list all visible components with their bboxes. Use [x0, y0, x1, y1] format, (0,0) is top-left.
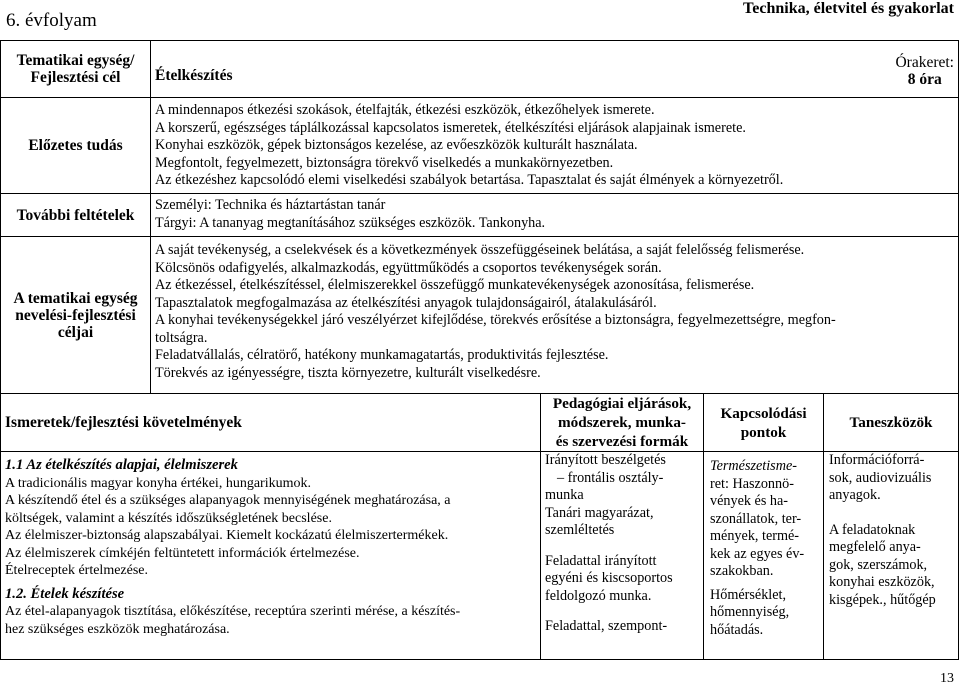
tool-line: gok, szerszámok,: [829, 556, 928, 573]
link-line: Természetisme-: [710, 458, 797, 474]
unit-label-cell: Tematikai egység/ Fejlesztési cél: [1, 41, 151, 98]
content-line: A készítendő étel és a szükséges alapanyagok mennyiségének meghatározása, a: [5, 493, 451, 508]
tool-line: megfelelő anya-: [829, 539, 921, 555]
goal-line: A konyhai tevékenységekkel járó veszélyérzet kifejlődése, törekvés erősítése a biztonságra, fegyelmezettségre, megfon-: [155, 312, 836, 328]
tool-line: sok, audiovizuális: [829, 469, 932, 486]
further-line: Tárgyi: A tananyag megtanításához szükséges eszközök. Tankonyha.: [155, 214, 546, 231]
curriculum-table: [0, 40, 959, 660]
link-line: ret: Haszonnö-: [710, 475, 794, 492]
tool-line: kisgépek., hűtőgép: [829, 591, 936, 608]
unit-title: Ételkészítés: [155, 67, 233, 84]
tool-line: anyagok.: [829, 487, 881, 503]
method-line: Feladattal irányított: [545, 552, 657, 569]
links-head: Kapcsolódási pontok: [704, 394, 824, 452]
link-line: hőmennyiség,: [710, 604, 790, 620]
tools-head: Taneszközök: [824, 394, 959, 452]
content-line: Az étel-alapanyagok tisztítása, előkészítése, receptúra szerinti mérése, a készítés-: [5, 604, 461, 619]
knowledge-content: [1, 452, 541, 660]
content-line: A tradicionális magyar konyha értékei, hungarikumok.: [5, 475, 311, 491]
unit-title-cell: [151, 41, 959, 98]
method-line: Feladattal, szempont-: [545, 618, 668, 634]
section-title: 1.2. Ételek készítése: [5, 585, 125, 602]
method-line: szemléltetés: [545, 522, 615, 538]
goal-line: A saját tevékenység, a cselekvések és a következmények összefüggéseinek belátása, a saját felelősség felismerése.: [155, 242, 805, 258]
goal-line: toltságra.: [155, 329, 208, 346]
grade-label: 6. évfolyam: [6, 10, 97, 31]
hours-box: Órakeret: 8 óra: [895, 54, 954, 88]
section-title: 1.1 Az ételkészítés alapjai, élelmiszerek: [5, 457, 238, 473]
tool-line: A feladatoknak: [829, 521, 916, 538]
method-line: Irányított beszélgetés: [545, 452, 666, 468]
further-label: További feltételek: [1, 194, 151, 237]
link-line: kek az egyes év-: [710, 545, 805, 562]
goal-line: Törekvés az igényességre, tiszta környezetre, kulturált viselkedésre.: [155, 364, 541, 381]
link-line: vények és ha-: [710, 493, 788, 509]
link-line: hőátadás.: [710, 621, 764, 638]
prior-line: Megfontolt, fegyelmezett, biztonságra törekvő viselkedés a munkakörnyezetben.: [155, 154, 614, 171]
methods-content: [541, 452, 704, 660]
links-content: [704, 452, 824, 660]
content-line: hez szükséges eszközök meghatározása.: [5, 621, 230, 637]
method-line: feldolgozó munka.: [545, 587, 652, 604]
prior-line: Konyhai eszközök, gépek biztonságos kezelése, az evőeszközök kulturált használata.: [155, 137, 638, 153]
prior-line: A korszerű, egészséges táplálkozással kapcsolatos ismeretek, ételkészítési eljárások alapjainak ismerete.: [155, 119, 746, 136]
content-line: Ételreceptek értelmezése.: [5, 563, 149, 578]
prior-label: Előzetes tudás: [1, 98, 151, 194]
methods-head: Pedagógiai eljárások, módszerek, munka- és szervezési formák: [541, 394, 704, 452]
further-line: Személyi: Technika és háztartástan tanár: [155, 197, 386, 213]
tools-content: [824, 452, 959, 660]
content-line: Az élelmiszerek címkéjén feltüntetett információk értelmezése.: [5, 545, 360, 561]
subject-title: Technika, életvitel és gyakorlat: [743, 0, 954, 17]
prior-line: A mindennapos étkezési szokások, ételfajták, étkezési eszközök, étkezőhelyek ismerete.: [155, 102, 655, 118]
link-line: mények, termé-: [710, 528, 800, 544]
prior-knowledge-cell: [151, 98, 959, 194]
link-line: Hőmérséklet,: [710, 586, 787, 603]
method-line: munka: [545, 487, 584, 503]
link-line: szonállatok, ter-: [710, 510, 802, 527]
tool-line: Információforrá-: [829, 452, 925, 468]
goals-cell: [151, 237, 959, 394]
goal-line: Kölcsönös odafigyelés, alkalmazkodás, együttműködés a csoportos tevékenységek során.: [155, 259, 662, 276]
goal-line: Tapasztalatok megfogalmazása az ételkészítési anyagok tulajdonságairól, átalakulásáról.: [155, 294, 657, 311]
prior-line: Az étkezéshez kapcsolódó elemi viselkedési szabályok betartása. Tapasztalat és saját élmények a környezetről.: [155, 172, 784, 188]
tool-line: konyhai eszközök,: [829, 574, 935, 590]
content-line: Az élelmiszer-biztonság alapszabályai. Kiemelt kockázatú élelmiszertermékek.: [5, 528, 449, 543]
further-conditions-cell: [151, 194, 959, 237]
goal-line: Feladatvállalás, célratörő, hatékony munkamagatartás, produktivitás fejlesztése.: [155, 347, 609, 363]
method-line: Tanári magyarázat,: [545, 504, 654, 521]
goal-line: Az étkezéssel, ételkészítéssel, élelmiszerekkel összefüggő munkatevékenységek azonosítása, felismerése.: [155, 277, 755, 293]
link-line: szakokban.: [710, 563, 774, 579]
knowledge-head: Ismeretek/fejlesztési követelmények: [1, 394, 541, 452]
content-line: költségek, valamint a készítés időszükségletének becslése.: [5, 510, 332, 526]
method-line: egyéni és kiscsoportos: [545, 570, 673, 586]
page-number: 13: [940, 671, 954, 686]
goals-label-cell: A tematikai egység nevelési-fejlesztési céljai: [1, 237, 151, 394]
method-line: – frontális osztály-: [557, 469, 664, 486]
